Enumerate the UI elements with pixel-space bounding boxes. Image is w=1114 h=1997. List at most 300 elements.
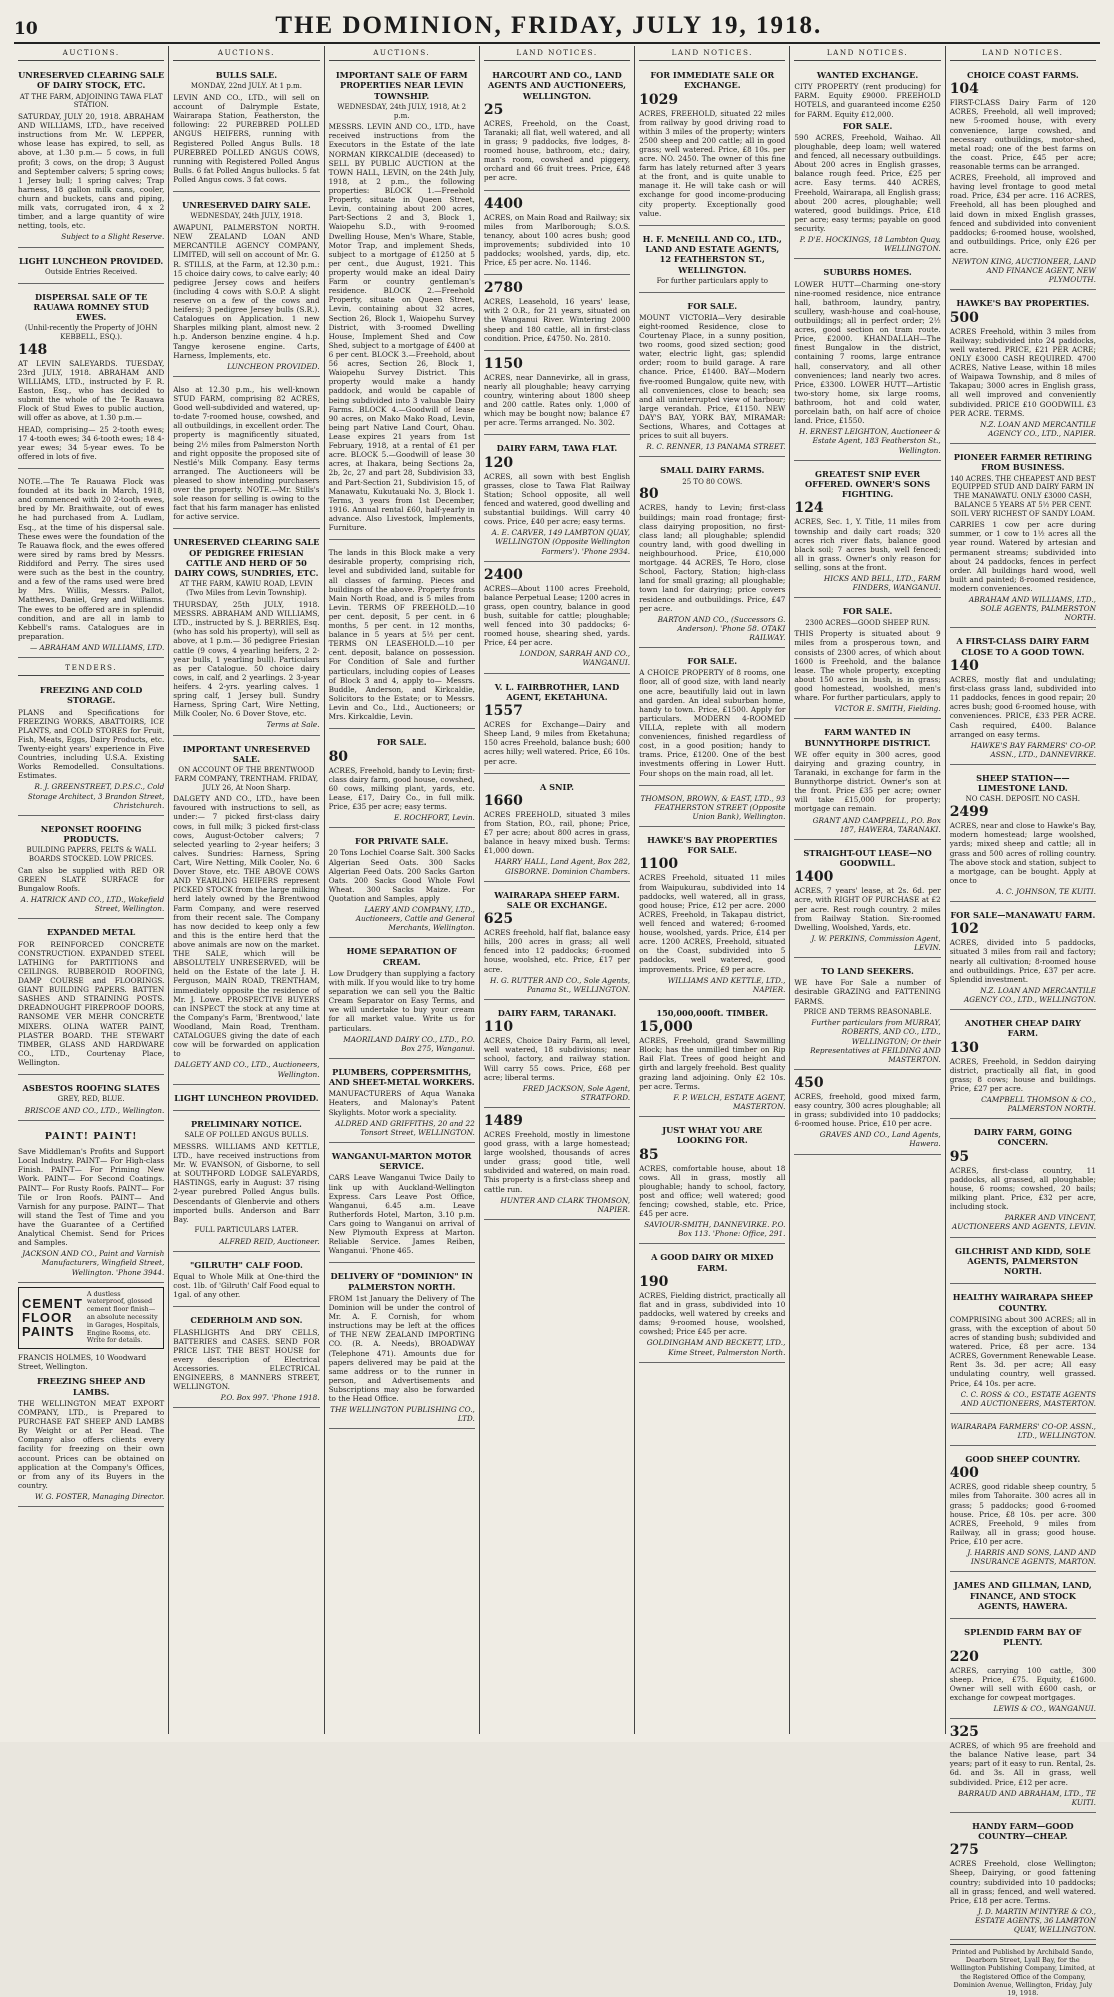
ad-acreage-number: 25 [483,101,504,118]
ad-signature: HICKS AND BELL, LTD., FARM FINDERS, WANGANUI. [823,574,941,593]
ad-subheading: For further particulars apply to [656,276,768,285]
advertisement [173,380,319,530]
column-header: LAND NOTICES. [484,46,630,61]
ad-heading: STRAIGHT-OUT LEASE—NO GOODWILL. [803,847,932,869]
ad-heading: LIGHT LUNCHEON PROVIDED. [19,255,164,266]
ad-body: ACRES FREEHOLD, situated 3 miles from Station, P.O., rail, phone; Price, £7 per acre; about 800 acres in grass, balance in heavy mixed bush. Terms: £1,000 down. [483,809,631,856]
ad-acreage-number: 102 [949,921,979,938]
ad-signature: BARTON AND CO., (Successors G. Anderson). 'Phone 58. OTAKI RAILWAY. [657,614,786,642]
ad-heading: IMPORTANT UNRESERVED SALE. [182,743,311,764]
ad-heading: GREATEST SNIP EVER OFFERED. OWNER'S SONS FIGHTING. [804,468,931,500]
ad-heading: FOR SALE. [376,737,427,748]
ad-subheading: 140 ACRES. THE CHEAPEST AND BEST EQUIPPED STUD AND DAIRY FARM IN THE MANAWATU. ONLY £3000 CASH, BALANCE 5 YEARS AT 5½ PER CENT. SOIL VERY RICHEST OF SANDY LOAM. [950,474,1096,518]
ad-acreage-number: 80 [639,486,659,503]
cement-wordmark: CEMENT FLOOR PAINTS [22,1296,83,1339]
advertisement [794,843,940,958]
column [790,46,945,1734]
advertisement [950,1241,1096,1285]
advertisement [173,1255,319,1308]
advertisement [794,601,940,719]
advertisement [484,354,630,436]
ad-signature: P. D'E. HOCKINGS, 18 Lambton Quay, WELLINGTON. [799,235,941,254]
advertisement [173,195,319,377]
ad-acreage-number: 190 [639,1273,669,1290]
ad-body: ACRES Freehold, within 3 miles from Railway; subdivided into 24 paddocks, well watered. PRICE, £21 PER ACRE; ONLY £3000 CASH REQUIRED. 4700 ACRES, Native Lease, within 18 miles of Waipawa Township, and 8 miles of Takapau; 3000 acres in English grass, all well improved and conveniently subdivided. PRICE £10 GOODWILL £3 PER ACRE. TERMS. [949,326,1096,418]
ad-body: THE WELLINGTON MEAT EXPORT COMPANY, LTD., is Prepared to PURCHASE FAT SHEEP AND LAMBS By Weight or at Per Head. The Company also offers clients every facility for freezing on their own account. Prices can be obtained on application at the Company's Offices, or from any of its Buyers in the country. [18,1398,165,1490]
advertisement [639,830,785,1000]
ad-body: FLASHLIGHTS And DRY CELLS, BATTERIES and CASES. SEND FOR PRICE LIST. THE BEST HOUSE for every description of Electrical Accessories. ELECTRICAL ENGINEERS, 8 MANNERS STREET, WELLINGTON. [173,1327,320,1392]
ad-body: A CHOICE PROPERTY of 8 rooms, one floor, all of good size, with land nearly one acre, beautifully laid out in lawn and garden. An ideal suburban home, handy to town. Price, £1500. Apply for particulars. MODERN 4-ROOMED VILLA, replete with all modern conveniences, finished regardless of cost, in a good position; handy to trams. Price, £1200. One of the best investments offering in Lower Hutt. Four shops on the main road, all let. [639,668,786,778]
advertisement [639,1003,785,1117]
ad-heading: "GILRUTH" CALF FOOD. [190,1259,303,1270]
ad-heading: HAWKE'S BAY PROPERTIES FOR SALE. [647,834,778,856]
advertisement [329,732,475,828]
ad-heading: HAWKE'S BAY PROPERTIES. [956,298,1090,309]
ad-acreage-number: 148 [18,341,48,358]
advertisement [950,65,1096,290]
ad-body: ACRES Freehold, close Wellington; Sheep, Dairying, or good fattening country; subdivided into 10 paddocks; all in grass; fenced, and well watered. Price, £18 per acre. Terms. [949,1859,1096,1905]
ad-acreage-number: 2780 [483,280,523,297]
ad-subheading: BUILDING PAPERS, FELTS & WALL BOARDS STOCKED. LOW PRICES. [26,846,156,864]
ad-body: ACRES, first-class country, 11 paddocks, all grassed, all ploughable; house, 6 rooms; cowshed, 20 bails; milking plant. Price, £32 per acre, including stock. [949,1165,1096,1212]
ad-heading: CHOICE COAST FARMS. [966,70,1079,80]
ad-heading: DAIRY FARM, GOING CONCERN. [973,1127,1072,1148]
ad-body: THIS Property is situated about 9 miles from a prosperous town, and consists of 2300 acres, of which about 1600 is Freehold, and the balance lease. The whole property, excepting about 150 acres in bush, is in grass; good homestead, woolshed, men's whare. For further particulars, apply to [794,629,941,703]
ad-acreage-number: 15,000 [639,1019,693,1036]
advertisement [484,278,630,351]
ad-body: ACRES, Sec. 1, Y. Title, 11 miles from township and daily cart roads; 320 acres rich river flats, balance good black soil; 7 acres bush, well fenced; all in grass. Owner's only reason for selling, sons at the front. [794,517,941,572]
advertisement [639,229,785,293]
ad-signature: GOLDINGHAM AND BECKETT, LTD., Kime Street, Palmerston North. [646,1338,786,1357]
column-header: AUCTIONS. [18,46,164,61]
advertisement [18,472,164,658]
ad-signature: Terms at Sale. [266,720,320,730]
ad-body: ACRES, Leasehold, 16 years' lease, with 2 O.R., for 21 years, situated on the Wanganui River. Wintering 2000 sheep and 180 cattle, all in first-class condition. Price, £4750. No. 2810. [483,297,631,343]
ad-heading: ANOTHER CHEAP DAIRY FARM. [964,1018,1081,1039]
advertisement [484,1111,630,1220]
advertisement [173,1088,319,1111]
ad-body: ACRES, Freehold, on the Coast, Taranaki; all flat, well watered, and all in grass; 9 paddocks, five lodges, 8-roomed house, bathroom, etc.; dairy, man's room, cowshed and piggery, orchard and 66 fruit trees. Price, £48 per acre. [483,118,631,183]
column-header: LAND NOTICES. [794,46,940,61]
advertisement [484,65,630,191]
advertisement [639,651,785,786]
ad-body: CITY PROPERTY (rent producing) for FARM. Equity £9000. FREEHOLD HOTELS, and guaranteed income £250 for FARM. Equity £12,000. [794,82,941,119]
ad-acreage-number: 400 [949,1465,979,1482]
ad-heading: HANDY FARM—GOOD COUNTRY—CHEAP. [972,1820,1074,1842]
ad-subheading: (Unhil-recently the Property of JOHN KEBBELL, ESQ.). [24,324,158,342]
ad-heading: DELIVERY OF "DOMINION" IN PALMERSTON NORTH. [330,1271,473,1292]
ad-signature: FRANCIS HOLMES, 10 Woodward Street, Wellington. [18,1353,147,1372]
ad-heading: SHEEP STATION——LIMESTONE LAND. [976,772,1070,794]
ad-heading: SUBURBS HOMES. [823,267,912,278]
advertisement [639,296,785,458]
ad-heading: UNRESERVED DAIRY SALE. [182,200,311,211]
ad-acreage-number: 1150 [483,355,523,372]
ad-heading: FARM WANTED IN BUNNYTHORPE DISTRICT. [804,727,931,748]
ad-body: SATURDAY, JULY 20, 1918. ABRAHAM AND WILLIAMS, LTD., have received instructions from Mr. W. LEPPER, whose lease has expired, to sell, as above, at 1.30 p.m.— 5 cows, in full profit; 3 cows, on the drop; 3 August and September calvers; 5 spring cows; 1 Jersey bull; 1 spring calves; Trap harness, 18 gallon milk cans, cooler, churn and buckets, cans and piping, milk vats, corrugated iron, 4 x 2 timber, and a large quantity of wire netting, tools, etc. [18,112,165,231]
ad-signature: CAMPBELL THOMSON & CO., PALMERSTON NORTH. [981,1095,1096,1114]
ad-body: ACRES, 7 years' lease, at 2s. 6d. per acre, with RIGHT OF PURCHASE at £2 per acre. Rest rough country. 2 miles from Railway Station. Six-roomed Dwelling, Woolshed, Yards, etc. [794,886,941,932]
ad-heading: FREEZING SHEEP AND LAMBS. [36,1376,146,1397]
advertisement [639,65,785,226]
advertisement [794,464,940,599]
ad-heading: A SNIP. [539,781,575,792]
ad-acreage-number: 450 [794,1074,824,1091]
ad-signature: JACKSON AND CO., Paint and Varnish Manufacturers, Wingfield Street, Wellington. 'Phone 3944. [22,1249,165,1277]
advertisement [950,631,1096,764]
advertisement [639,1120,785,1244]
ad-heading: HEALTHY WAIRARAPA SHEEP COUNTRY. [952,1292,1093,1313]
ad-acreage-number: 2499 [949,804,989,821]
ad-signature: ALFRED REID, Auctioneer. [219,1236,320,1246]
advertisement [484,677,630,774]
ad-body: Also at 12.30 p.m., his well-known STUD FARM, comprising 82 ACRES, Good well-subdivided and watered, up-to-date 7-roomed house, cowshed, and all outbuildings, in excellent order. The property is magnificently situated, being 2½ miles from Palmerston North and right opposite the proposed site of Nestlé's Milk Company. Easy terms arranged. The Auctioneers will be pleased to show intending purchasers over the property. NOTE.—Mr. Stills's sole reason for selling is owing to the fact that his farm manager has enlisted for active service. [173,384,320,522]
ad-signature: ALDRED AND GRIFFITHS, 20 and 22 Tonsort Street, WELLINGTON. [335,1118,475,1137]
ad-signature: LAERY AND COMPANY, LTD., Auctioneers, Cattle and General Merchants, Wellington. [355,905,475,933]
ad-acreage-number: 1660 [483,792,523,809]
ad-heading: TO LAND SEEKERS. [821,966,914,977]
ad-subheading: Outside Entries Received. [45,267,138,276]
advertisement [950,1417,1096,1446]
ad-body: ACRES Freehold, situated 11 miles from Waipukurau, subdivided into 14 paddocks, well watered, all in grass, good house; Price, £12 per acre. 2000 ACRES, Freehold, in Takapau district, well fenced and watered; 6-roomed house, woolshed, yards. Price, £14 per acre. 1200 ACRES, Freehold, situated on the Coast, subdivided into 5 paddocks, well watered, good improvements. Price, £9 per acre. [639,873,786,974]
ad-heading: WANGANUI-MARTON MOTOR SERVICE. [331,1150,472,1172]
ad-signature: HUNTER AND CLARK THOMSON, NAPIER. [500,1195,631,1214]
ad-body: ACRES, Choice Dairy Farm, all level, well watered, 18 subdivisions; near school, factory, and railway station. Will carry 55 cows. Price, £68 per acre; liberal terms. [483,1036,631,1082]
ad-body: ACRES freehold, half flat, balance easy hills, 200 acres in grass; all well fenced into 12 paddocks; 6-roomed house, woolshed, etc. Price, £17 per acre. [483,928,631,974]
ad-heading: V. L. FAIRBROTHER, LAND AGENT, EKETAHUNA. [494,681,620,702]
ad-body: ACRES, Freehold, handy to Levin; first-class dairy farm, good house, cowshed, 60 cows, milking plant, yards, etc. Lease, £17, Dairy Co., in full milk. Price, £35 per acre; easy terms. [328,765,475,811]
ad-acreage-number: 1100 [639,856,679,873]
ad-signature: A. E. CARVER, 149 LAMBTON QUAY, WELLINGTON (Opposite Wellington Farmers'). 'Phone 2934. [491,528,631,556]
ad-body: AT LEVIN SALEYARDS. TUESDAY, 23rd JULY, 1918. ABRAHAM AND WILLIAMS, LTD., instructed by F. R. Easton, Esq., who has decided to submit the whole of the Te Rauawa Flock of Stud Ewes to public auction, will offer as above, at 1.30 p.m.— [18,358,165,423]
ad-signature: F. P. WELCH, ESTATE AGENT, MASTERTON. [673,1092,786,1111]
ad-signature: W. G. FOSTER, Managing Director. [34,1492,165,1501]
advertisement [639,789,785,827]
ad-body: MESSRS. WILLIAMS AND KETTLE, LTD., have received instructions from Mr. W. EVANSON, of Gisborne, to sell at SOUTHFORD LODGE SALEYARDS, HASTINGS, early in August: 37 rising 2-year purebred Polled Angus bulls. Descendants of Glenbervie and others imported bulls. Anderson and Barr Bay. [173,1141,320,1224]
advertisement [484,194,630,276]
ad-body: PLANS and Specifications for FREEZING WORKS, ABATTOIRS, ICE PLANTS, and COLD STORES for Fruit, Fish, Meats, Eggs, Dairy Products, etc. Twenty-eight years' experience in Five Countries, including U.S.A. Existing Works Remodelled. Consultations. Estimates. [18,707,165,781]
ad-signature: R. C. RENNER, 13 PANAMA STREET. [646,442,786,452]
advertisement [18,922,164,1075]
column [635,46,790,1734]
ad-heading: DAIRY FARM, TAWA FLAT. [496,443,618,454]
ad-acreage-number: 2400 [483,566,523,583]
ad-body: FOR REINFORCED CONCRETE CONSTRUCTION. EXPANDED STEEL LATHING for PARTITIONS and CEILINGS. RUBBEROID ROOFING, DAMP COURSE and FLOORINGS. GIANT BUILDING PAPERS. BATTEN SASHES AND STRAINING POSTS. DREADNOUGHT FIREPROOF DOORS, RANSOME VER MEHR CONCRETE MIXERS. OLINA WATER PAINT, PLASTER BOARD. THE STEWART TIMBER, GLASS AND HARDWARE CO., LTD., Courtenay Place, Wellington. [18,939,165,1067]
ad-body: ACRES, carrying 100 cattle, 300 sheep. Price, £75. Equity, £1600. Owner will sell with £600 cash, or exchange for cowpeat mortgages. [949,1665,1096,1702]
ad-acreage-number: 1489 [483,1112,523,1129]
advertisement [18,65,164,248]
ad-body: 590 ACRES, Freehold, Waihao. All ploughable, deep loam; well watered and fenced, all necessary outbuildings. About 200 acres in English grasses, balance rough feed. Price, £25 per acre. Easy terms. 440 ACRES, Freehold, Wairarapa, all English grass; about 200 acres, ploughable; well watered, good buildings. Price, £18 per acre; easy terms; payable on good security. [794,132,941,234]
ad-acreage-number: 1557 [483,703,523,720]
ad-body: THURSDAY, 25th JULY, 1918. MESSRS. ABRAHAM AND WILLIAMS, LTD., instructed by S. J. BERRIES, Esq. (who has sold his property), will sell as above, at 1 p.m.— 36 pedigree Friesian cattle (9 cows, 4 yearling heifers, 2 2-year bulls, 1 yearling bull). Particulars as per Catalogue. 50 choice dairy cows, in calf, and 2 yearlings. 2 3-year heifers. 4 2-yrs. yearling calves. 1 spring calf, 1 Jersey bull. Sundry Harness, Spring Cart, Wire Netting, Milk Cooler, No. 6 Dover Stove, etc. [173,599,320,719]
ad-acreage-number: 80 [328,748,349,765]
ad-body: ACRES, mostly flat and undulating; first-class grass land, subdivided into 11 paddocks, fences in good repair; 20 acres bush; good 6-roomed house, with conveniences. PRICE, £33 PER ACRE. Cash required, £400. Balance arranged on easy terms. [949,674,1096,739]
ad-subheading: AT THE FARM, KAWIU ROAD, LEVIN (Two Miles from Levin Township). [179,580,314,598]
ad-body: ACRES, handy to Levin; first-class buildings; main road frontage; first-class dairying proposition, no first-class land; all ploughable; splendid country land, with good dwelling in neighbourhood. Price, £10,000 mortgage. 44 ACRES, Te Horo, close School, Factory, Station; high-class land for small grazing; all ploughable; town land for dairying; price covers residence and outbuildings. Price, £47 per acre. [639,503,786,613]
cement-text: A dustless waterproof, glossed cement floor finish—an absolute necessity in Garages, Hospitals, Engine Rooms, etc. Write for details. [86,1289,160,1345]
ad-signature: WAIRARAPA FARMERS' CO-OP. ASSN., LTD., WELLINGTON. [950,1421,1096,1440]
ad-signature: A. C. JOHNSON, TE KUITI. [996,886,1096,896]
ad-acreage-number: 140 [949,657,979,674]
ad-subheading: SALE OF POLLED ANGUS BULLS. [184,1131,309,1140]
advertisement [950,1816,1096,1940]
ad-acreage-number: 120 [483,454,514,471]
advertisement [950,1622,1096,1719]
ad-signature: LEWIS & CO., WANGANUI. [993,1703,1096,1713]
advertisement [329,1266,475,1429]
ad-body: The lands in this Block make a very desirable property, comprising rich, level and subdivided land, suitable for all classes of farming. Pieces and buildings of the above. Property fronts Main North Road, and is 5 miles from Levin. TERMS OF FREEHOLD.—10 per cent. deposit, 5 per cent. in 6 months, 5 per cent. in 12 months, balance in 5 years at 5½ per cent. TERMS ON LEASEHOLD.—10 per cent. deposit, balance on possession. For Condition of Sale and further particulars, including copies of Leases of Block 3 and 4, apply to— Messrs. Buddle, Anderson, and Kirkcaldie, Solicitors to the Estate; or to Messrs. Levin and Co., Ltd., Auctioneers; or Mrs. Kirkcaldie, Levin. [328,548,475,722]
ad-signature: MAORILAND DAIRY CO., LTD., P.O. Box 275, Wanganui. [343,1034,475,1053]
ad-acreage-number: 130 [949,1039,979,1056]
ad-heading: SMALL DAIRY FARMS. [660,465,765,476]
ad-heading: ASBESTOS ROOFING SLATES [22,1083,160,1094]
ad-acreage-number: 110 [483,1019,514,1036]
ad-body: ACRES Freehold, mostly in limestone good grass, with a large homestead; large woolshed, thousands of acres under grass; good title, well subdivided and watered, on main road. This property is a first-class sheep and cattle run. [483,1129,631,1194]
advertisement [950,447,1096,628]
advertisement [173,1114,319,1252]
ad-heading: DAIRY FARM, TARANAKI. [497,1007,617,1018]
ad-body: ACRES, near and close to Hawke's Bay, modern homestead; large woolshed, yards; mixed sheep and cattle; all in grass and 500 acres of rolling country. The above stock and station, subject to a mortgage, can be bought. Apply at once to [949,821,1096,885]
advertisement [484,885,630,1000]
ad-heading: BULLS SALE. [215,70,278,80]
ad-subheading: GREY, RED, BLUE. [57,1095,125,1104]
ad-body: FROM 1st January the Delivery of The Dominion will be under the control of Mr. A. F. Cornish, for whom instructions may be left at the offices of THE NEW ZEALAND IMPORTING CO. (R. A. Needs), BROADWAY (Telephone 471). Amounts due for papers delivered may be paid at the same address or to the runner in person, and Advertisements and Subscriptions may also be forwarded to the Head Office. [328,1293,475,1404]
column [325,46,480,1734]
ad-signature: VICTOR E. SMITH, Fielding. [834,704,941,714]
ad-heading: 150,000,000ft. TIMBER. [656,1007,769,1018]
ad-signature: N.Z. LOAN AND MERCANTILE AGENCY CO., LTD., WELLINGTON. [963,985,1096,1004]
advertisement [173,532,319,735]
ad-subheading: WEDNESDAY, 24th JULY, 1918, At 2 p.m. [337,102,467,120]
ad-acreage-number: 275 [949,1842,979,1859]
ad-heading: SPLENDID FARM BAY OF PLENTY. [964,1627,1082,1648]
column-header: LAND NOTICES. [950,46,1096,61]
ad-signature: J. D. MARTIN M'INTYRE & CO., ESTATE AGENTS, 36 LAMBTON QUAY, WELLINGTON. [974,1906,1096,1935]
column [169,46,324,1734]
ad-body: WE offer equity in 300 acres, good dairying and grazing country, in Taranaki, in exchange for farm in the Bunnythorpe district. Owner's son at the front. Price £35 per acre; owner will take £15,000 for property; mortgage can remain. [794,749,941,814]
ad-signature: GRANT AND CAMPBELL, P.O. Box 187, HAWERA, TARANAKI. [812,815,941,834]
printer-imprint: Printed and Published by Archibald Sando, Dearborn Street, Lyall Bay, for the Wellington Publishing Company, Limited, at the Registered Office of the Company, Dominion Avenue, Wellington, Friday, July 19, 1918. [950,1944,1096,1997]
ad-signature: BARRAUD AND ABRAHAM, LTD., TE KUITI. [957,1788,1096,1807]
ad-heading: WANTED EXCHANGE. [816,70,919,80]
ad-body: Low Drudgery than supplying a factory with milk. If you would like to try home separation we can sell you the Baltic Cream Separator on Easy Terms, and we will undertake to buy your cream for all market value. Write us for particulars. [328,968,475,1033]
advertisement [950,1287,1096,1414]
ad-heading: FOR PRIVATE SALE. [355,836,449,847]
ad-signature: ABRAHAM AND WILLIAMS, LTD., SOLE AGENTS, PALMERSTON NORTH. [968,595,1096,623]
ad-body: ACRES, Freehold, all improved and having level frontage to good metal road. Price, £34 per acre. 116 ACRES, Freehold, all has been ploughed and laid down in mixed English grasses, fenced and subdivided into convenient paddocks; 6-roomed house, woolshed, and outbuildings. Price, only £26 per acre. [949,173,1096,255]
ad-body: ACRES, on Main Road and Railway; six miles from Marlborough; S.O.S. tenancy, about 100 acres bush; good improvements; subdivided into 10 paddocks; woolshed, yards, dip, etc. Price, £5 per acre. No. 1146. [483,212,631,268]
ad-signature: LUNCHEON PROVIDED. [227,361,320,371]
advertisement [18,1078,164,1121]
ad-signature: HARRY HALL, Land Agent, Box 282, GISBORNE. Dominion Chambers. [494,857,631,876]
ad-signature: Subject to a Slight Reserve. [61,232,165,242]
ad-heading: DISPERSAL SALE OF TE RAUAWA ROMNEY STUD EWES. [33,291,149,323]
ad-heading: HOME SEPARATION OF CREAM. [346,946,457,967]
ad-body: ACRES, Freehold, in Seddon dairying district, practically all flat, in good grass; 8 cows; house and buildings. Price, £27 per acre. [949,1056,1096,1093]
advertisement [329,1062,475,1143]
ad-signature: GRAVES AND CO., Land Agents, Hawera. [819,1130,941,1149]
ad-body: HEAD, comprising— 25 2-tooth ewes; 17 4-tooth ewes; 34 6-tooth ewes; 18 4-year ewes; 34 5-year ewes. To be offered in lots of five. [18,424,165,461]
ad-heading: FOR SALE—MANAWATU FARM. [950,910,1096,921]
advertisement [950,1722,1096,1813]
ad-subheading: 25 TO 80 COWS. [682,477,743,486]
ad-heading: GOOD SHEEP COUNTRY. [965,1454,1081,1465]
ad-subheading: AT THE FARM, ADJOINING TAWA FLAT STATION. [19,92,163,110]
advertisement [484,565,630,674]
paint-advertisement [18,1124,164,1282]
advertisement [18,819,164,920]
ad-signature: J. HARRIS AND SONS, LAND AND INSURANCE AGENTS, MARTON. [967,1548,1096,1567]
page-number: 10 [14,19,38,39]
section-header: TENDERS. [18,661,164,676]
ad-subheading: PRICE AND TERMS REASONABLE. [803,1007,932,1016]
ad-subheading: 2300 ACRES—GOOD SHEEP RUN. [805,618,930,627]
ad-body: ACRES, divided into 5 paddocks, situated 3 miles from rail and factory; nearly all cultivation; 8-roomed house and outbuildings. Price, £37 per acre. Splendid investment. [949,938,1096,984]
ad-signature: H. G. RUTTER AND CO., Sole Agents, Panama St., WELLINGTON. [490,975,631,994]
ad-body: ACRES for Exchange—Dairy and Sheep Land, 9 miles from Eketahuna; 150 acres Freehold, balance bush; 600 acres hilly; well watered. Price, £6 10s. per acre. [483,720,631,766]
ad-signature: THE WELLINGTON PUBLISHING CO., LTD. [330,1405,475,1424]
advertisement [950,905,1096,1010]
ad-heading: WAIRARAPA SHEEP FARM. SALE OR EXCHANGE. [494,889,620,910]
ad-acreage-number: 220 [949,1648,979,1665]
advertisement [329,941,475,1058]
advertisement [484,777,630,882]
ad-signature: — ABRAHAM AND WILLIAMS, LTD. [29,642,165,652]
ad-body: Equal to Whole Milk at One-third the cost. 1lb. of 'Gilruth' Calf Food equal to 1gal. of any other. [173,1272,320,1300]
ad-body: MOUNT VICTORIA—Very desirable eight-roomed Residence, close to Courtenay Place, in a sunny position, two rooms, good sized section; good water, electric light, gas; splendid order; room to build garage. A rare chance. Price, £1400. BAY—Modern five-roomed Bungalow, quite new, with all conveniences, close to beach; sea and all uninterrupted view of harbour; large verandah. Price, £1150. NEW DAY'S BAY, YORK BAY, MIRAMAR: Sections, Whares, and Cottages at prices to suit all buyers. [639,312,786,441]
ad-heading: A GOOD DAIRY OR MIXED FARM. [651,1252,774,1273]
ad-heading: FOR SALE. [687,300,738,311]
ad-heading: PRELIMINARY NOTICE. [190,1118,302,1129]
column-header: AUCTIONS. [329,46,475,61]
advertisement [950,768,1096,902]
ad-body: FIRST-CLASS Dairy Farm of 120 ACRES, Freehold, all well improved; new 5-roomed house, with every convenience, large cowshed, and necessary outbuildings, motor-shed, metal road; one of the best farms on the coast. Price, £45 per acre; reasonable terms can be arranged. [949,98,1096,172]
ad-heading: LIGHT LUNCHEON PROVIDED. [174,1092,319,1103]
advertisement [18,251,164,284]
ad-signature: NEWTON KING, AUCTIONEER, LAND AND FINANCE AGENT, NEW PLYMOUTH. [952,257,1096,285]
ad-subheading: FOR SALE. [842,120,893,131]
ad-body: MESSRS. LEVIN AND CO., LTD., have received instructions from the Executors in the Estate of the late NORMAN KIRKCALDIE (deceased) to SELL BY PUBLIC AUCTION at the TOWN HALL, LEVIN, on the 24th July, 1918, at 2 p.m., the following properties: BLOCK 1.—Freehold Property, situate in Queen Street, Levin, containing about 200 acres, Part-Sections 2 and 3, Block 1, Waiopehu S.D., with 9-roomed Dwelling House, Men's Whare, Stable, Motor Trap, and implement Sheds, subject to a mortgage of £1250 at 5 per cent., due August, 1921. This property would make an ideal Dairy Farm or country gentleman's residence. BLOCK 2.—Freehold Property, situate on Queen Street, Levin, containing about 32 acres, Section 26, Block 1, Waiopehu Survey District, with 3-roomed Dwelling House, Implement Shed and Cow Shed, subject to a mortgage of £400 at 6 per cent. BLOCK 3.—Freehold, about 56 acres, Section 26, Block 1, Waiopehu Survey District. This property would make a handy paddock, and would be capable of being subdivided into 3 valuable Dairy Farms. BLOCK 4.—Goodwill of lease 90 acres, on Mako Mako Road, Levin, being part Native Land Court, Ohau. Lease expires 21 years from 1st February, 1918, at a rental of £1 per acre. BLOCK 5.—Goodwill of lease 30 acres, at Ihakara, being Sections 2a, 2b, 2c, 27 and part 28, Subdivision 33, and Part-Section 21, Subdivision 15, of Manawatu, Kukutauaki No. 3, Block 1. Terms, 3 years from 1st December, 1916. Annual rental £60, half-yearly in advance. Also Livestock, Implements, Furniture. [328,122,475,533]
advertisement [484,1003,630,1108]
ad-body: LOWER HUTT—Charming one-story nine-roomed residence, nice entrance hall, bathroom, laundry, pantry, scullery, wash-house and coal-house, outbuildings; all in perfect order; 2½ acres, good section on tram route. Price, £2000. KHANDALLAH—The finest Bungalow in the district, containing 7 rooms, large entrance hall, conservatory, and all other conveniences; land nearly two acres. Price, £3300. LOWER HUTT—Artistic two-story home, six large rooms, bathroom, hot and cold water, porcelain bath, on half acre of choice land. Price, £1550. [794,279,941,426]
column [480,46,635,1734]
ad-heading: FREEZING AND COLD STORAGE. [39,685,143,706]
ad-subheading: NO CASH. DEPOSIT. NO CASH. [965,795,1080,804]
advertisement [18,680,164,816]
advertisement [950,1575,1096,1619]
ad-body: ACRES, Freehold, grand Sawmilling Block; has the unmilled timber on Rip Rail Flat. Trees of good height and girth and largely freehold. Best quality grazing land adjoining. Only £2 10s. per acre. Terms. [639,1036,786,1091]
ad-subheading: WEDNESDAY, 24th JULY, 1918. [190,212,303,221]
ad-acreage-number: 85 [639,1146,659,1163]
cement-floor-paints-advertisement [18,1287,164,1350]
advertisement [329,65,475,540]
ad-signature: H. ERNEST LEIGHTON, Auctioneer & Estate Agent, 183 Featherston St., Wellington. [798,427,941,455]
advertisement [794,961,940,1070]
ad-signature: J. W. PERKINS, Commission Agent, LEVIN. [811,933,941,952]
ad-heading: PIONEER FARMER RETIRING FROM BUSINESS. [953,452,1092,473]
ad-subheading: ON ACCOUNT OF THE BRENTWOOD FARM COMPANY, TRENTHAM. FRIDAY, JULY 26, At Noon Sharp. [174,766,319,792]
ad-acreage-number: 625 [483,911,514,928]
ad-signature: LONDON, SARRAH AND CO., WANGANUI. [519,649,631,668]
advertisement [173,739,319,1085]
ad-signature: SAVIOUR-SMITH, DANNEVIRKE. P.O. Box 113. 'Phone: Office, 291. [644,1220,786,1239]
ad-body: ACRES, Fielding district, practically all flat and in grass, subdivided into 10 paddocks, well watered by creeks and dams; 9-roomed house, woolshed, cowshed; Price £45 per acre. [639,1290,786,1337]
ad-signature: BRISCOE AND CO., LTD., Wellington. [24,1106,165,1116]
advertisement [329,831,475,938]
ad-signature: HAWKE'S BAY FARMERS' CO-OP. ASSN., LTD., DANNEVIRKE. [970,740,1096,759]
advertisement [794,722,940,839]
ad-heading: HARCOURT AND CO., LAND AGENTS AND AUCTIONEERS, WELLINGTON. [487,70,626,101]
ad-body: ACRES—About 1100 acres Freehold, balance Perpetual Lease; 1200 acres in grass, open country, balance in good bush, suitable for cattle; ploughable; well fenced into 30 paddocks; 6-roomed house, shearing shed, yards. Price, £4 per acre. [483,583,631,648]
ad-heading: FOR IMMEDIATE SALE OR EXCHANGE. [650,70,775,91]
ad-subheading: FULL PARTICULARS LATER. [194,1225,299,1234]
ad-signature: FRED JACKSON, Sole Agent, STRATFORD. [522,1083,631,1102]
ad-body: ACRES, of which 95 are freehold and the balance Native lease, part 34 years; part of it easy to run. Rental, 2s. 6d. and 3s. All in grass, well subdivided. Price, £12 per acre. [949,1741,1096,1787]
ad-signature: DALGETY AND CO., LTD., Auctioneers, Wellington. [174,1060,320,1079]
columns [14,46,1100,1997]
ad-heading: CEDERHOLM AND SON. [190,1315,303,1326]
column-header: AUCTIONS. [173,46,319,61]
ad-signature: WILLIAMS AND KETTLE, LTD., NAPIER. [667,975,786,994]
ad-body: Can also be supplied with RED OR GREEN SLATE SURFACE for Bungalow Roofs. [18,865,165,893]
advertisement [794,65,940,259]
ad-signature: PARKER AND VINCENT, AUCTIONEERS AND AGENTS, LEVIN. [951,1213,1096,1232]
advertisement [794,1073,940,1155]
column-header: LAND NOTICES. [639,46,785,61]
column [946,46,1100,1997]
ad-body: CARS Leave Wanganui Twice Daily to link up with Auckland-Wellington Express. Cars Leave Post Office, Wanganui, 6.45 a.m. Leave Rutherfords Hotel, Marton, 3.10 p.m. Cars going to Wanganui on arrival of New Plymouth Express at Marton. Reliable Service. James Reiben, Wanganui. 'Phone 465. [328,1173,475,1256]
advertisement [639,1247,785,1362]
ad-heading: EXPANDED METAL [46,927,136,938]
ad-body: ACRES, comfortable house, about 18 cows. All in grass, mostly all ploughable; handy to school, factory, post and office; well watered; good fencing; cowshed, stable, etc. Price, £45 per acre. [639,1163,786,1219]
ad-acreage-number: 124 [794,500,824,517]
ad-body: ACRES, near Dannevirke, all in grass, nearly all ploughable; heavy carrying country, wintering about 1800 sheep and 200 cattle. Rates only. 1,000 of which may be bought now; balance £7 per acre. Terms arranged. No. 302. [483,372,631,428]
column [14,46,169,1734]
ad-acreage-number: 500 [949,309,979,326]
advertisement [950,1122,1096,1237]
ad-heading: GILCHRIST AND KIDD, SOLE AGENTS, PALMERSTON NORTH. [954,1245,1091,1276]
advertisement [329,1146,475,1263]
ad-body: WE have For Sale a number of desirable GRAZING and FATTENING FARMS. [794,978,941,1006]
ad-acreage-number: 325 [949,1724,979,1741]
ad-body: COMPRISING about 300 ACRES; all in grass, with the exception of about 50 acres of standing bush; subdivided and watered. Price, £8 per acre. 134 ACRES, Government Renewable Lease. Rent 3s. 3d. per acre; All easy undulating country, well grassed. Price, £4 10s. per acre. [949,1314,1096,1388]
advertisement [950,1449,1096,1572]
advertisement [18,1371,164,1507]
ad-signature: P.O. Box 997. 'Phone 1918. [220,1393,320,1403]
paint-banner: PAINT! PAINT! [44,1131,138,1143]
ad-body: Save Middleman's Profits and Support Local Industry. PAINT— For High-class Finish. PAINT— For Priming New Work. PAINT— For Second Coatings. PAINT— For Rusty Roofs. PAINT— For Tile or Iron Roofs. PAINT— And Varnish for any purpose. PAINT— That will stand the Test of Time and you have the Guarantee of a Certified Analytical Chemist. Send for Prices and Samples. [18,1147,165,1248]
ad-body: LEVIN AND CO., LTD., will sell on account of Dalrymple Estate, Wairarapa Station, Featherston, the following: 22 PUREBRED POLLED ANGUS HEIFERS, running with Registered Polled Angus Bulls. 18 PUREBRED POLLED ANGUS COWS, running with Registered Polled Angus Bulls. 6 fat Polled Angus bullocks. 5 fat Polled Angus cows. 3 fat cows. [173,93,320,184]
ad-signature: Further particulars from MURRAY, ROBERTS, AND CO., LTD., WELLINGTON; Or their Representatives at FEILDING AND MASTERTON. [810,1018,941,1064]
advertisement [173,65,319,192]
ad-signature: THOMSON, BROWN, & EAST, LTD., 93 FEATHERSTON STREET (Opposite Union Bank), Wellington. [640,793,786,821]
ad-body: MANUFACTURERS of Aqua Wanaka Heaters, and Malonay's Patent Skylights. Motor work a speciality. [328,1089,475,1117]
ad-body: ACRES, freehold, good mixed farm, easy country, 300 acres ploughable; all in grass; subdivided into 10 paddocks; 6-roomed house. Price, £10 per acre. [794,1091,941,1129]
ad-signature: N.Z. LOAN AND MERCANTILE AGENCY CO., LTD., NAPIER. [980,419,1096,438]
ad-heading: PLUMBERS, COPPERSMITHS, AND SHEET-METAL WORKERS. [328,1066,475,1088]
ad-heading: NEPONSET ROOFING PRODUCTS. [40,823,142,845]
advertisement [639,460,785,648]
newspaper-title: THE DOMINION, FRIDAY, JULY 19, 1918. [275,12,823,39]
advertisement [794,262,940,460]
ad-heading: FOR SALE. [842,606,893,617]
ad-body: ACRES, FREEHOLD, situated 22 miles from railway by good driving road to within 3 miles of the property; winters 2500 sheep and 200 cattle; all in good grass; well watered. Price, £8 10s. per acre. NO. 2450. The owner of this fine farm has lately returned after 3 years at the front, and is quite unable to manage it. He will take cash or will exchange for good income-producing city property. Exceptionally good value. [639,108,786,218]
ad-body: ACRES, good ridable sheep country, 5 miles from Tahoraite. 300 acres all in grass; 5 paddocks; good 6-roomed house. Price, £8 10s. per acre. 300 ACRES, Freehold, 9 miles from Railway, all in grass; good house. Price, £10 per acre. [949,1482,1096,1546]
ad-subheading: MONDAY, 22nd JULY. At 1 p.m. [190,82,302,91]
masthead [14,8,1100,44]
ad-signature: C. C. ROSS & CO., ESTATE AGENTS AND AUCTIONEERS, MASTERTON. [960,1389,1096,1408]
ad-heading: A FIRST-CLASS DAIRY FARM CLOSE TO A GOOD TOWN. [956,636,1090,657]
